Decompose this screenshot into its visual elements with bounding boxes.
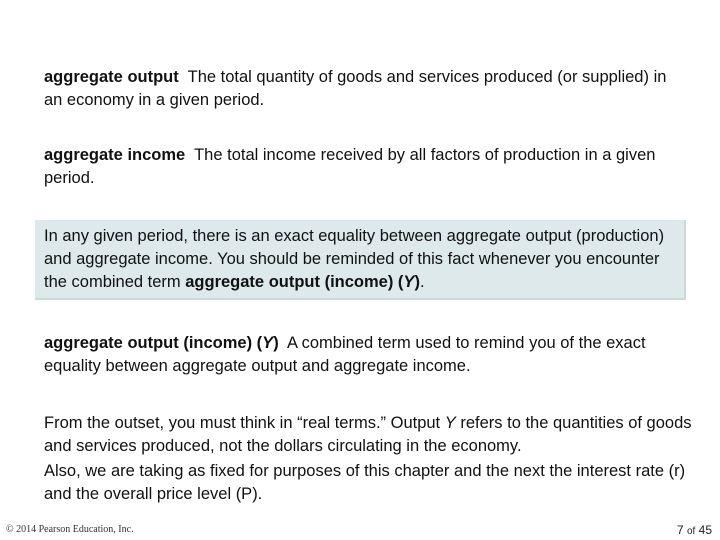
callout-end: . <box>419 273 425 291</box>
page-current: 7 <box>676 523 684 537</box>
fixed-params-text: Also, we are taking as fixed for purposes of this chapter and the next the interest rate (r) and the overall price level (P). <box>44 462 686 503</box>
page-of: of <box>686 526 696 537</box>
term-aggregate-income: aggregate income <box>44 146 186 164</box>
real-terms-y: Y <box>444 414 456 432</box>
copyright-footer: © 2014 Pearson Education, Inc. <box>6 524 134 535</box>
term-aggregate-output: aggregate output <box>44 68 179 86</box>
definition-aggregate-output <box>44 66 684 112</box>
definition-aggregate-income <box>44 144 684 190</box>
real-terms-text: From the outset, you must think in “real terms.” Output <box>44 414 441 432</box>
equality-callout-box <box>35 220 686 300</box>
term-aggregate-output-income <box>44 334 279 352</box>
fixed-parameters-note <box>44 460 694 506</box>
callout-text: In any given period, there is an exact equality between aggregate output (production) and aggregate income. You should be reminded of this fact whenever you encounter the combined term <box>44 227 665 291</box>
definition-aggregate-output-income <box>44 332 694 378</box>
page-total: 45 <box>698 523 712 537</box>
definition-text: The total quantity of goods and services produced (or supplied) in an economy in a given period. <box>44 68 667 109</box>
real-terms-text-end: refers to the quantities of goods and services produced, not the dollars circulating in the economy. <box>44 414 692 455</box>
callout-term-y: Y <box>403 273 415 291</box>
callout-term <box>185 273 420 291</box>
real-terms-note <box>44 412 694 458</box>
callout-term-part: ) <box>414 273 420 291</box>
combined-term-y: Y <box>262 334 274 352</box>
definition-text: A combined term used to remind you of the exact equality between aggregate output and aggregate income. <box>44 334 646 375</box>
combined-term-part: ) <box>273 334 279 352</box>
page-number <box>677 523 712 537</box>
definition-text: The total income received by all factors of production in a given period. <box>44 146 656 187</box>
combined-term-part: aggregate output (income) ( <box>44 334 263 352</box>
callout-term-part: aggregate output (income) ( <box>185 273 404 291</box>
